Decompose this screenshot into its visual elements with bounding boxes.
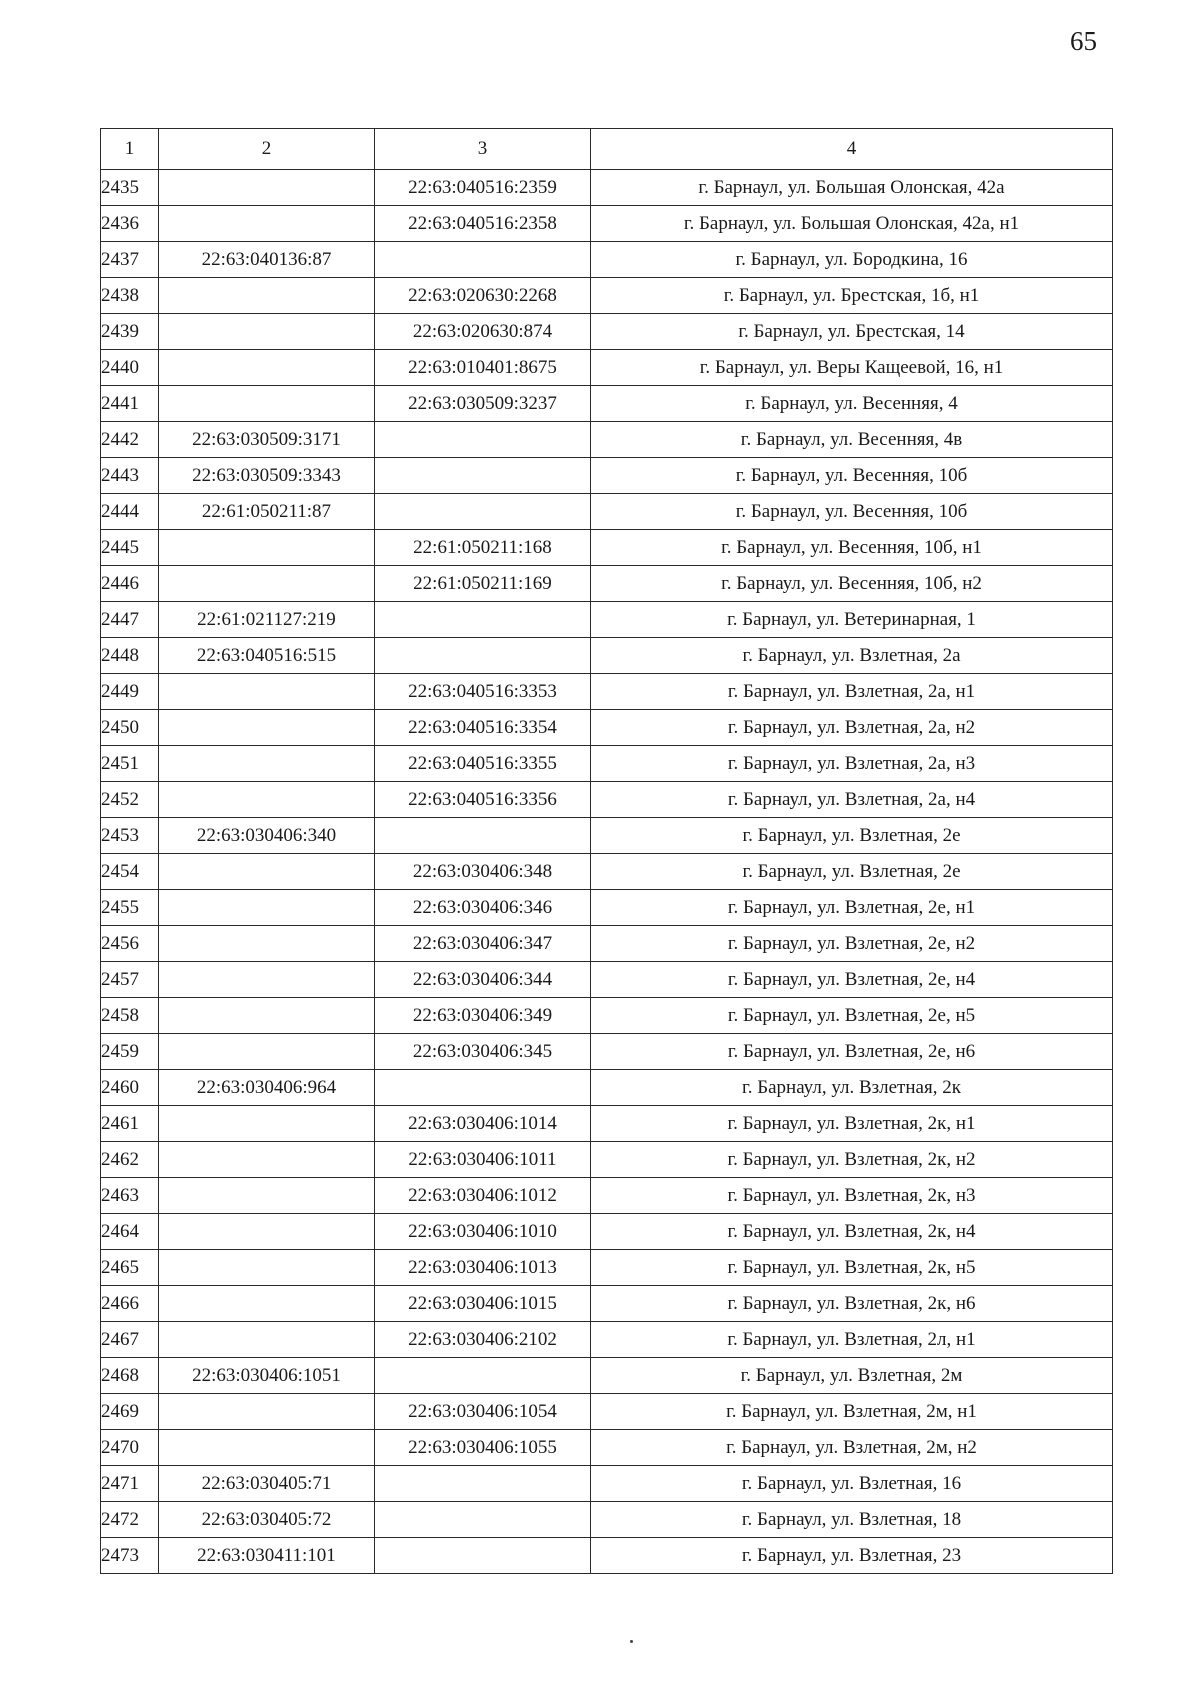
row-number-cell: 2447	[101, 602, 159, 638]
row-number-cell: 2444	[101, 494, 159, 530]
address-cell: г. Барнаул, ул. Бородкина, 16	[591, 242, 1113, 278]
row-number-cell: 2462	[101, 1142, 159, 1178]
address-cell: г. Барнаул, ул. Взлетная, 18	[591, 1502, 1113, 1538]
table-row	[101, 638, 1113, 674]
object-cadastral-cell: 22:63:030406:344	[375, 962, 591, 998]
object-cadastral-cell: 22:63:020630:2268	[375, 278, 591, 314]
parcel-cadastral-cell	[159, 1286, 375, 1322]
address-cell: г. Барнаул, ул. Взлетная, 2е	[591, 854, 1113, 890]
address-cell: г. Барнаул, ул. Брестская, 1б, н1	[591, 278, 1113, 314]
column-header-address: 4	[591, 129, 1113, 170]
row-number-cell: 2446	[101, 566, 159, 602]
address-cell: г. Барнаул, ул. Взлетная, 2а, н2	[591, 710, 1113, 746]
row-number-cell: 2437	[101, 242, 159, 278]
table-row	[101, 962, 1113, 998]
object-cadastral-cell: 22:63:030406:346	[375, 890, 591, 926]
table-row	[101, 422, 1113, 458]
row-number-cell: 2438	[101, 278, 159, 314]
object-cadastral-cell: 22:63:030406:2102	[375, 1322, 591, 1358]
row-number-cell: 2467	[101, 1322, 159, 1358]
parcel-cadastral-cell	[159, 350, 375, 386]
parcel-cadastral-cell	[159, 710, 375, 746]
row-number-cell: 2461	[101, 1106, 159, 1142]
address-cell: г. Барнаул, ул. Взлетная, 2е, н2	[591, 926, 1113, 962]
object-cadastral-cell	[375, 602, 591, 638]
table-row	[101, 494, 1113, 530]
parcel-cadastral-cell: 22:63:040136:87	[159, 242, 375, 278]
table-row	[101, 854, 1113, 890]
object-cadastral-cell	[375, 638, 591, 674]
row-number-cell: 2472	[101, 1502, 159, 1538]
object-cadastral-cell	[375, 1358, 591, 1394]
parcel-cadastral-cell	[159, 278, 375, 314]
object-cadastral-cell: 22:63:030509:3237	[375, 386, 591, 422]
row-number-cell: 2464	[101, 1214, 159, 1250]
row-number-cell: 2470	[101, 1430, 159, 1466]
table-body	[101, 170, 1113, 1574]
object-cadastral-cell: 22:63:030406:349	[375, 998, 591, 1034]
address-cell: г. Барнаул, ул. Большая Олонская, 42а	[591, 170, 1113, 206]
registry-table	[100, 128, 1113, 1574]
parcel-cadastral-cell: 22:63:040516:515	[159, 638, 375, 674]
object-cadastral-cell: 22:61:050211:169	[375, 566, 591, 602]
table-row	[101, 710, 1113, 746]
parcel-cadastral-cell	[159, 1106, 375, 1142]
address-cell: г. Барнаул, ул. Взлетная, 23	[591, 1538, 1113, 1574]
row-number-cell: 2454	[101, 854, 159, 890]
parcel-cadastral-cell	[159, 206, 375, 242]
object-cadastral-cell	[375, 494, 591, 530]
row-number-cell: 2455	[101, 890, 159, 926]
object-cadastral-cell: 22:61:050211:168	[375, 530, 591, 566]
address-cell: г. Барнаул, ул. Взлетная, 2к, н6	[591, 1286, 1113, 1322]
table-row	[101, 170, 1113, 206]
address-cell: г. Барнаул, ул. Большая Олонская, 42а, н1	[591, 206, 1113, 242]
parcel-cadastral-cell	[159, 1250, 375, 1286]
object-cadastral-cell	[375, 458, 591, 494]
row-number-cell: 2453	[101, 818, 159, 854]
row-number-cell: 2460	[101, 1070, 159, 1106]
address-cell: г. Барнаул, ул. Взлетная, 16	[591, 1466, 1113, 1502]
row-number-cell: 2469	[101, 1394, 159, 1430]
address-cell: г. Барнаул, ул. Взлетная, 2е, н5	[591, 998, 1113, 1034]
object-cadastral-cell: 22:63:040516:3354	[375, 710, 591, 746]
address-cell: г. Барнаул, ул. Взлетная, 2к, н5	[591, 1250, 1113, 1286]
row-number-cell: 2436	[101, 206, 159, 242]
address-cell: г. Барнаул, ул. Взлетная, 2а	[591, 638, 1113, 674]
address-cell: г. Барнаул, ул. Взлетная, 2к, н2	[591, 1142, 1113, 1178]
row-number-cell: 2441	[101, 386, 159, 422]
table-row	[101, 386, 1113, 422]
object-cadastral-cell: 22:63:030406:345	[375, 1034, 591, 1070]
parcel-cadastral-cell: 22:63:030405:72	[159, 1502, 375, 1538]
row-number-cell: 2440	[101, 350, 159, 386]
parcel-cadastral-cell	[159, 1034, 375, 1070]
table-row	[101, 1070, 1113, 1106]
table-row	[101, 890, 1113, 926]
row-number-cell: 2473	[101, 1538, 159, 1574]
address-cell: г. Барнаул, ул. Взлетная, 2а, н1	[591, 674, 1113, 710]
address-cell: г. Барнаул, ул. Взлетная, 2е, н4	[591, 962, 1113, 998]
table-row	[101, 782, 1113, 818]
page-number: 65	[1070, 26, 1097, 56]
table-row	[101, 1034, 1113, 1070]
row-number-cell: 2450	[101, 710, 159, 746]
row-number-cell: 2442	[101, 422, 159, 458]
table-row	[101, 1394, 1113, 1430]
table-row	[101, 1106, 1113, 1142]
parcel-cadastral-cell	[159, 1430, 375, 1466]
table-row	[101, 1430, 1113, 1466]
object-cadastral-cell: 22:63:030406:1054	[375, 1394, 591, 1430]
address-cell: г. Барнаул, ул. Взлетная, 2л, н1	[591, 1322, 1113, 1358]
address-cell: г. Барнаул, ул. Взлетная, 2а, н4	[591, 782, 1113, 818]
row-number-cell: 2435	[101, 170, 159, 206]
row-number-cell: 2448	[101, 638, 159, 674]
object-cadastral-cell: 22:63:040516:2359	[375, 170, 591, 206]
object-cadastral-cell	[375, 242, 591, 278]
row-number-cell: 2465	[101, 1250, 159, 1286]
parcel-cadastral-cell: 22:63:030509:3171	[159, 422, 375, 458]
address-cell: г. Барнаул, ул. Взлетная, 2е, н1	[591, 890, 1113, 926]
parcel-cadastral-cell	[159, 674, 375, 710]
object-cadastral-cell: 22:63:020630:874	[375, 314, 591, 350]
object-cadastral-cell: 22:63:030406:1014	[375, 1106, 591, 1142]
table-row	[101, 1178, 1113, 1214]
row-number-cell: 2439	[101, 314, 159, 350]
row-number-cell: 2457	[101, 962, 159, 998]
object-cadastral-cell: 22:63:030406:1013	[375, 1250, 591, 1286]
table-row	[101, 278, 1113, 314]
address-cell: г. Барнаул, ул. Весенняя, 10б	[591, 458, 1113, 494]
table-row	[101, 566, 1113, 602]
parcel-cadastral-cell	[159, 1142, 375, 1178]
row-number-cell: 2459	[101, 1034, 159, 1070]
object-cadastral-cell: 22:63:040516:3356	[375, 782, 591, 818]
table-row	[101, 1502, 1113, 1538]
parcel-cadastral-cell: 22:63:030405:71	[159, 1466, 375, 1502]
parcel-cadastral-cell	[159, 782, 375, 818]
row-number-cell: 2458	[101, 998, 159, 1034]
row-number-cell: 2463	[101, 1178, 159, 1214]
table-row	[101, 602, 1113, 638]
object-cadastral-cell	[375, 1070, 591, 1106]
row-number-cell: 2449	[101, 674, 159, 710]
parcel-cadastral-cell	[159, 386, 375, 422]
parcel-cadastral-cell: 22:63:030406:964	[159, 1070, 375, 1106]
address-cell: г. Барнаул, ул. Взлетная, 2к, н1	[591, 1106, 1113, 1142]
object-cadastral-cell: 22:63:040516:3353	[375, 674, 591, 710]
address-cell: г. Барнаул, ул. Весенняя, 4в	[591, 422, 1113, 458]
object-cadastral-cell: 22:63:030406:1055	[375, 1430, 591, 1466]
row-number-cell: 2466	[101, 1286, 159, 1322]
table-row	[101, 1322, 1113, 1358]
address-cell: г. Барнаул, ул. Весенняя, 4	[591, 386, 1113, 422]
parcel-cadastral-cell	[159, 890, 375, 926]
object-cadastral-cell	[375, 1538, 591, 1574]
parcel-cadastral-cell	[159, 746, 375, 782]
parcel-cadastral-cell: 22:63:030509:3343	[159, 458, 375, 494]
column-header-parcel: 2	[159, 129, 375, 170]
object-cadastral-cell: 22:63:030406:1010	[375, 1214, 591, 1250]
parcel-cadastral-cell	[159, 530, 375, 566]
table-row	[101, 674, 1113, 710]
address-cell: г. Барнаул, ул. Взлетная, 2к	[591, 1070, 1113, 1106]
column-header-object: 3	[375, 129, 591, 170]
table-row	[101, 818, 1113, 854]
table-row	[101, 314, 1113, 350]
address-cell: г. Барнаул, ул. Взлетная, 2е	[591, 818, 1113, 854]
address-cell: г. Барнаул, ул. Брестская, 14	[591, 314, 1113, 350]
parcel-cadastral-cell	[159, 314, 375, 350]
object-cadastral-cell: 22:63:030406:347	[375, 926, 591, 962]
object-cadastral-cell	[375, 818, 591, 854]
row-number-cell: 2451	[101, 746, 159, 782]
object-cadastral-cell: 22:63:030406:1015	[375, 1286, 591, 1322]
address-cell: г. Барнаул, ул. Взлетная, 2м, н1	[591, 1394, 1113, 1430]
table-row	[101, 1286, 1113, 1322]
address-cell: г. Барнаул, ул. Взлетная, 2м, н2	[591, 1430, 1113, 1466]
parcel-cadastral-cell	[159, 1322, 375, 1358]
table-row	[101, 1142, 1113, 1178]
object-cadastral-cell: 22:63:030406:1012	[375, 1178, 591, 1214]
table-row	[101, 1250, 1113, 1286]
row-number-cell: 2468	[101, 1358, 159, 1394]
parcel-cadastral-cell	[159, 170, 375, 206]
object-cadastral-cell	[375, 422, 591, 458]
parcel-cadastral-cell	[159, 566, 375, 602]
address-cell: г. Барнаул, ул. Взлетная, 2е, н6	[591, 1034, 1113, 1070]
table-header-row	[101, 129, 1113, 170]
address-cell: г. Барнаул, ул. Весенняя, 10б	[591, 494, 1113, 530]
parcel-cadastral-cell	[159, 1178, 375, 1214]
table-row	[101, 746, 1113, 782]
table-row	[101, 1538, 1113, 1574]
object-cadastral-cell	[375, 1502, 591, 1538]
parcel-cadastral-cell: 22:63:030411:101	[159, 1538, 375, 1574]
row-number-cell: 2471	[101, 1466, 159, 1502]
scan-speck	[630, 1640, 633, 1643]
address-cell: г. Барнаул, ул. Веры Кащеевой, 16, н1	[591, 350, 1113, 386]
address-cell: г. Барнаул, ул. Взлетная, 2а, н3	[591, 746, 1113, 782]
parcel-cadastral-cell	[159, 1214, 375, 1250]
parcel-cadastral-cell: 22:61:021127:219	[159, 602, 375, 638]
table-row	[101, 1466, 1113, 1502]
table-row	[101, 926, 1113, 962]
table-row	[101, 1214, 1113, 1250]
parcel-cadastral-cell: 22:63:030406:1051	[159, 1358, 375, 1394]
table-row	[101, 350, 1113, 386]
column-header-number: 1	[101, 129, 159, 170]
parcel-cadastral-cell	[159, 926, 375, 962]
table-row	[101, 998, 1113, 1034]
address-cell: г. Барнаул, ул. Ветеринарная, 1	[591, 602, 1113, 638]
table-row	[101, 242, 1113, 278]
table-row	[101, 1358, 1113, 1394]
parcel-cadastral-cell	[159, 854, 375, 890]
parcel-cadastral-cell: 22:61:050211:87	[159, 494, 375, 530]
address-cell: г. Барнаул, ул. Взлетная, 2к, н3	[591, 1178, 1113, 1214]
object-cadastral-cell: 22:63:010401:8675	[375, 350, 591, 386]
parcel-cadastral-cell	[159, 1394, 375, 1430]
parcel-cadastral-cell: 22:63:030406:340	[159, 818, 375, 854]
row-number-cell: 2452	[101, 782, 159, 818]
address-cell: г. Барнаул, ул. Взлетная, 2к, н4	[591, 1214, 1113, 1250]
table-row	[101, 458, 1113, 494]
table-row	[101, 530, 1113, 566]
address-cell: г. Барнаул, ул. Взлетная, 2м	[591, 1358, 1113, 1394]
object-cadastral-cell: 22:63:040516:3355	[375, 746, 591, 782]
address-cell: г. Барнаул, ул. Весенняя, 10б, н2	[591, 566, 1113, 602]
row-number-cell: 2443	[101, 458, 159, 494]
object-cadastral-cell: 22:63:030406:1011	[375, 1142, 591, 1178]
object-cadastral-cell: 22:63:040516:2358	[375, 206, 591, 242]
parcel-cadastral-cell	[159, 998, 375, 1034]
row-number-cell: 2445	[101, 530, 159, 566]
address-cell: г. Барнаул, ул. Весенняя, 10б, н1	[591, 530, 1113, 566]
parcel-cadastral-cell	[159, 962, 375, 998]
object-cadastral-cell: 22:63:030406:348	[375, 854, 591, 890]
object-cadastral-cell	[375, 1466, 591, 1502]
table-row	[101, 206, 1113, 242]
row-number-cell: 2456	[101, 926, 159, 962]
